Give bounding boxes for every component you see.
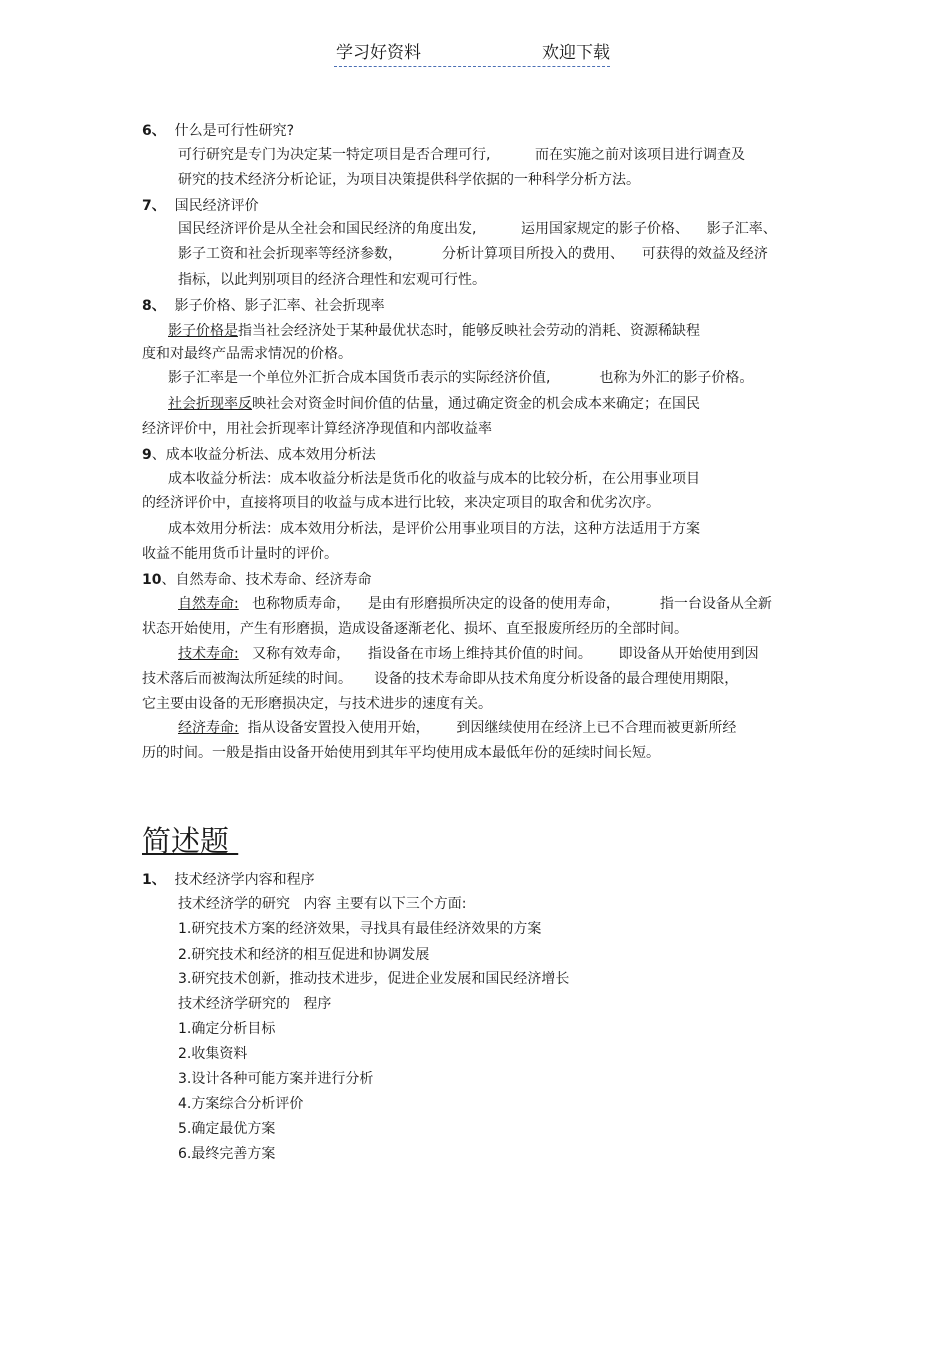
header-left: 学习好资料 xyxy=(336,43,421,63)
q8-line-3: 影子汇率是一个单位外汇折合成本国货币表示的实际经济价值, 也称为外汇的影子价格。 xyxy=(168,370,754,386)
q8-line-1-text: 指当社会经济处于某种最优状态时，能够反映社会劳动的消耗、资源稀缺程 xyxy=(238,323,700,339)
q10-heading xyxy=(142,571,371,589)
s1-item-1: 1.研究技术方案的经济效果，寻找具有最佳经济效果的方案 xyxy=(178,921,542,937)
q10-line-5: 它主要由设备的无形磨损决定，与技术进步的速度有关。 xyxy=(142,696,492,712)
q10-line-1 xyxy=(178,595,772,613)
q9-line-1: 成本收益分析法：成本收益分析法是货币化的收益与成本的比较分析，在公用事业项目 xyxy=(168,471,700,487)
q7-heading xyxy=(142,197,259,215)
term-social-discount-rate: 社会折现率反 xyxy=(168,396,252,412)
q6-number: 6、 xyxy=(142,123,166,139)
term-technical-life: 技术寿命: xyxy=(178,646,239,662)
q9-line-2: 的经济评价中，直接将项目的收益与成本进行比较，来决定项目的取舍和优劣次序。 xyxy=(142,495,660,511)
q8-line-5: 经济评价中，用社会折现率计算经济净现值和内部收益率 xyxy=(142,421,492,437)
q8-line-4-text: 映社会对资金时间价值的估量，通过确定资金的机会成本来确定；在国民 xyxy=(252,396,700,412)
q8-line-2: 度和对最终产品需求情况的价格。 xyxy=(142,346,352,362)
q9-title: 、成本收益分析法、成本效用分析法 xyxy=(151,447,376,463)
s1-heading xyxy=(142,871,315,889)
s1-step-5: 5.确定最优方案 xyxy=(178,1121,276,1137)
q10-line-1-text: 也称物质寿命， 是由有形磨损所决定的设备的使用寿命， 指一台设备从全新 xyxy=(238,596,772,612)
s1-step-4: 4.方案综合分析评价 xyxy=(178,1096,304,1112)
section-title: 简述题 xyxy=(142,824,239,858)
s1-step-6: 6.最终完善方案 xyxy=(178,1146,276,1162)
term-economic-life: 经济寿命: xyxy=(178,720,239,736)
q9-heading xyxy=(142,446,376,464)
s1-item-3: 3.研究技术创新，推动技术进步，促进企业发展和国民经济增长 xyxy=(178,971,570,987)
s1-procedure-title: 技术经济学研究的 程序 xyxy=(178,996,332,1012)
q6-heading xyxy=(142,122,294,140)
q10-line-6-text: 指从设备安置投入使用开始， 到因继续使用在经济上已不合理而被更新所经 xyxy=(238,720,737,736)
s1-title: 技术经济学内容和程序 xyxy=(174,872,315,888)
q10-line-2: 状态开始使用，产生有形磨损，造成设备逐渐老化、损坏、直至报废所经历的全部时间。 xyxy=(142,621,688,637)
q8-line-1 xyxy=(168,322,700,340)
q10-line-3-text: 又称有效寿命， 指设备在市场上维持其价值的时间。 即设备从开始使用到因 xyxy=(238,646,759,662)
s1-step-3: 3.设计各种可能方案并进行分析 xyxy=(178,1071,374,1087)
q10-line-7: 历的时间。一般是指由设备开始使用到其年平均使用成本最低年份的延续时间长短。 xyxy=(142,745,660,761)
q7-number: 7、 xyxy=(142,198,166,214)
s1-step-2: 2.收集资料 xyxy=(178,1046,248,1062)
q7-line-1: 国民经济评价是从全社会和国民经济的角度出发, 运用国家规定的影子价格、 影子汇率、 xyxy=(178,221,777,237)
q9-line-3: 成本效用分析法：成本效用分析法，是评价公用事业项目的方法，这种方法适用于方案 xyxy=(168,521,700,537)
q9-number: 9 xyxy=(142,447,152,463)
q8-line-4 xyxy=(168,395,700,413)
header-right: 欢迎下载 xyxy=(542,43,610,63)
q7-title: 国民经济评价 xyxy=(174,198,259,214)
q8-heading xyxy=(142,297,385,315)
q10-line-3 xyxy=(178,645,759,663)
q9-line-4: 收益不能用货币计量时的评价。 xyxy=(142,546,338,562)
q6-line-2: 研究的技术经济分析论证，为项目决策提供科学依据的一种科学分析方法。 xyxy=(178,172,640,188)
q10-title: 、自然寿命、技术寿命、经济寿命 xyxy=(161,572,372,588)
page-header xyxy=(334,40,610,67)
s1-intro: 技术经济学的研究 内容 主要有以下三个方面: xyxy=(178,896,467,912)
q7-line-2: 影子工资和社会折现率等经济参数， 分析计算项目所投入的费用、 可获得的效益及经济 xyxy=(178,246,768,262)
q8-number: 8、 xyxy=(142,298,166,314)
q8-title: 影子价格、影子汇率、社会折现率 xyxy=(174,298,385,314)
q10-line-4: 技术落后而被淘汰所延续的时间。 设备的技术寿命即从技术角度分析设备的最合理使用期限， xyxy=(142,671,739,687)
term-shadow-price: 影子价格是 xyxy=(168,323,238,339)
s1-item-2: 2.研究技术和经济的相互促进和协调发展 xyxy=(178,947,430,963)
q10-number: 10 xyxy=(142,572,162,588)
term-natural-life: 自然寿命: xyxy=(178,596,239,612)
q6-line-1: 可行研究是专门为决定某一特定项目是否合理可行, 而在实施之前对该项目进行调查及 xyxy=(178,147,745,163)
q10-line-6 xyxy=(178,719,736,737)
s1-number: 1、 xyxy=(142,872,166,888)
q6-title: 什么是可行性研究? xyxy=(174,123,295,139)
q7-line-3: 指标，以此判别项目的经济合理性和宏观可行性。 xyxy=(178,272,486,288)
s1-step-1: 1.确定分析目标 xyxy=(178,1021,276,1037)
